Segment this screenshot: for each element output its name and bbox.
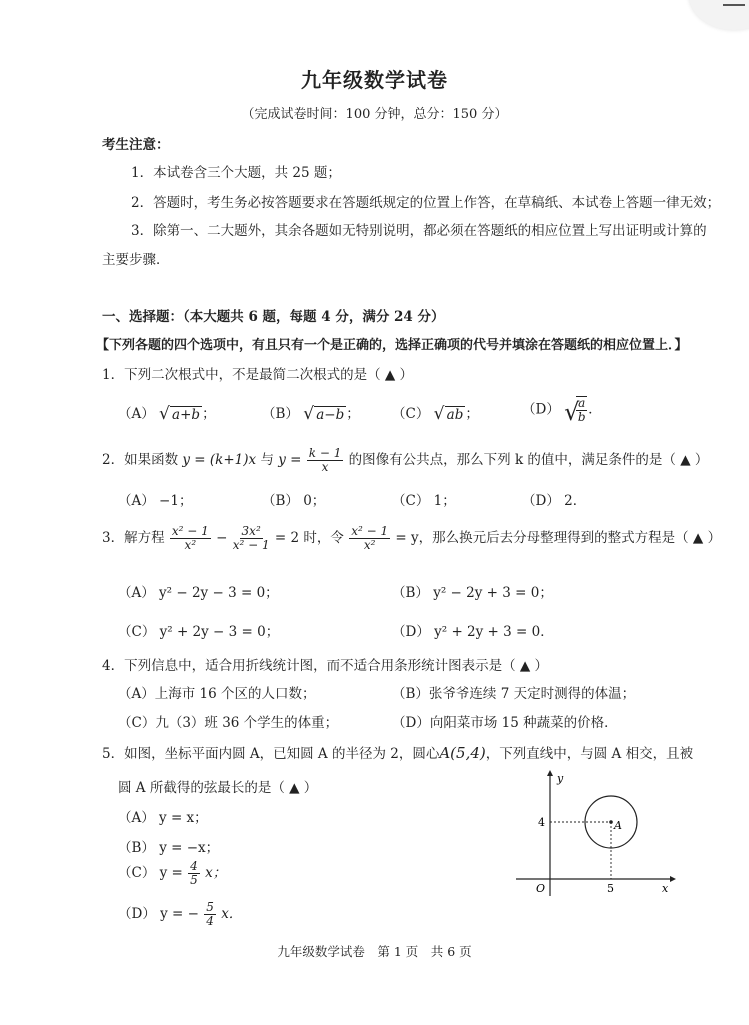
q1-option-b: （B） √ a−b ；	[262, 403, 360, 424]
menu-icon	[723, 4, 745, 6]
y-axis-arrow	[547, 770, 553, 776]
q2-option-b: （B） 0；	[262, 493, 326, 509]
coordinate-figure	[512, 768, 677, 898]
notice-item-3-cont: 主要步骤．	[102, 252, 170, 268]
option-label: （C）	[392, 406, 430, 422]
sqrt-expr: √ a+b	[159, 403, 201, 424]
q5-stem-line-2: 圆 A 所截得的弦最长的是（ ▲ ）	[118, 780, 318, 796]
q2-option-c: （C） 1；	[392, 493, 456, 509]
menu-button[interactable]	[689, 0, 749, 30]
x-axis-arrow	[670, 876, 676, 882]
notice-item-2: 2．答题时，考生务必按答题要求在答题纸规定的位置上作答，在草稿纸、本试卷上答题一律无效；	[131, 195, 721, 211]
option-label: （A）	[118, 406, 155, 422]
circle-center: A(5,4)	[439, 744, 486, 762]
x-axis-label: x	[662, 882, 669, 895]
notice-heading: 考生注意：	[102, 137, 170, 153]
q5-option-d: （D） y = − $\frac{5}{4}$ x．	[118, 900, 243, 929]
option-label: （D）	[522, 401, 560, 418]
function-1: y = (k+1)x	[182, 452, 257, 469]
q2-stem: 2．如果函数 y = (k+1)x 与 y = $\frac{k - 1}{x}$ 的图像有公共点，那么下列 k 的值中，满足条件的是（ ▲ ）	[102, 446, 709, 475]
q5-stem-line-1: 5．如图，坐标平面内圆 A，已知圆 A 的半径为 2，圆心A(5,4)，下列直线中，与圆 A 相交，且被	[102, 744, 694, 762]
q5-option-a: （A） y = x；	[118, 810, 208, 826]
y-axis-label: y	[557, 772, 564, 785]
center-point	[609, 820, 613, 824]
q4-option-b: （B）张爷爷连续 7 天定时测得的体温；	[392, 686, 636, 702]
fraction: $\frac{\text{3x²}}{\text{x² − 1}}$	[232, 524, 270, 553]
paper-subtitle: （完成试卷时间：100 分钟，总分：150 分）	[241, 107, 508, 122]
notice-item-3: 3．除第一、二大题外，其余各题如无特别说明，都必须在答题纸的相应位置上写出证明或计算的	[131, 223, 707, 239]
sqrt-frac: √ $\frac{a}{b}$	[564, 396, 586, 427]
fraction: $\frac{k - 1}{x}$	[308, 446, 342, 475]
tick-x-label: 5	[607, 882, 614, 895]
q4-option-a: （A）上海市 16 个区的人口数；	[118, 686, 316, 702]
paper-title: 九年级数学试卷	[301, 68, 448, 92]
section-instruction: 【下列各题的四个选项中，有且只有一个是正确的，选择正确项的代号并填涂在答题纸的相应位置上．】	[96, 338, 688, 353]
origin-label: O	[536, 882, 546, 895]
q3-option-a: （A） y² − 2y − 3 = 0；	[118, 585, 279, 601]
fraction: $\frac{4}{5}$	[190, 859, 198, 888]
q1-option-a: （A） √ a+b ；	[118, 403, 216, 424]
q4-option-c: （C）九（3）班 36 个学生的体重；	[118, 715, 339, 731]
q5-option-c: （C） y = $\frac{4}{5}$ x；	[118, 859, 227, 888]
q5-option-b: （B） y = −x；	[118, 840, 220, 856]
q1-option-c: （C） √ ab ；	[392, 403, 479, 424]
fraction: $\frac{\text{x² − 1}}{\text{x²}}$	[351, 524, 389, 553]
q2-option-d: （D） 2．	[522, 493, 587, 509]
q3-option-d: （D） y² + 2y + 3 = 0．	[392, 624, 554, 640]
q3-option-c: （C） y² + 2y − 3 = 0；	[118, 624, 280, 640]
page-footer: 九年级数学试卷 第 1 页 共 6 页	[277, 944, 472, 959]
fraction: $\frac{5}{4}$	[206, 900, 214, 929]
q2-option-a: （A） −1；	[118, 493, 193, 509]
fraction: $\frac{\text{x² − 1}}{\text{x²}}$	[171, 524, 209, 553]
q4-option-d: （D）向阳菜市场 15 种蔬菜的价格．	[392, 715, 618, 731]
q1-stem: 1．下列二次根式中，不是最简二次根式的是（ ▲ ）	[102, 367, 414, 383]
option-label: （B）	[262, 406, 299, 422]
sqrt-expr: √ ab	[433, 403, 464, 424]
tick-y-label: 4	[538, 816, 545, 829]
sqrt-expr: √ a−b	[303, 403, 345, 424]
q3-stem: 3．解方程 $\frac{\text{x² − 1}}{\text{x²}}$ − $\frac{\text{3x²}}{\text{x² − 1}}$ = 2 时，令 $\frac{\text{x² − 1}}{\text{x²}}$ = y，那么换元后去分母整理得到的整式方程是（ ▲ ）	[102, 524, 722, 553]
notice-item-1: 1．本试卷含三个大题，共 25 题；	[131, 165, 341, 181]
section-heading: 一、选择题：（本大题共 6 题，每题 4 分，满分 24 分）	[102, 309, 445, 325]
q4-stem: 4．下列信息中，适合用折线统计图，而不适合用条形统计图表示是（ ▲ ）	[102, 658, 549, 674]
q1-option-d: （D） √ $\frac{a}{b}$ ．	[522, 396, 602, 427]
point-a-label: A	[614, 819, 622, 832]
q3-option-b: （B） y² − 2y + 3 = 0；	[392, 585, 553, 601]
